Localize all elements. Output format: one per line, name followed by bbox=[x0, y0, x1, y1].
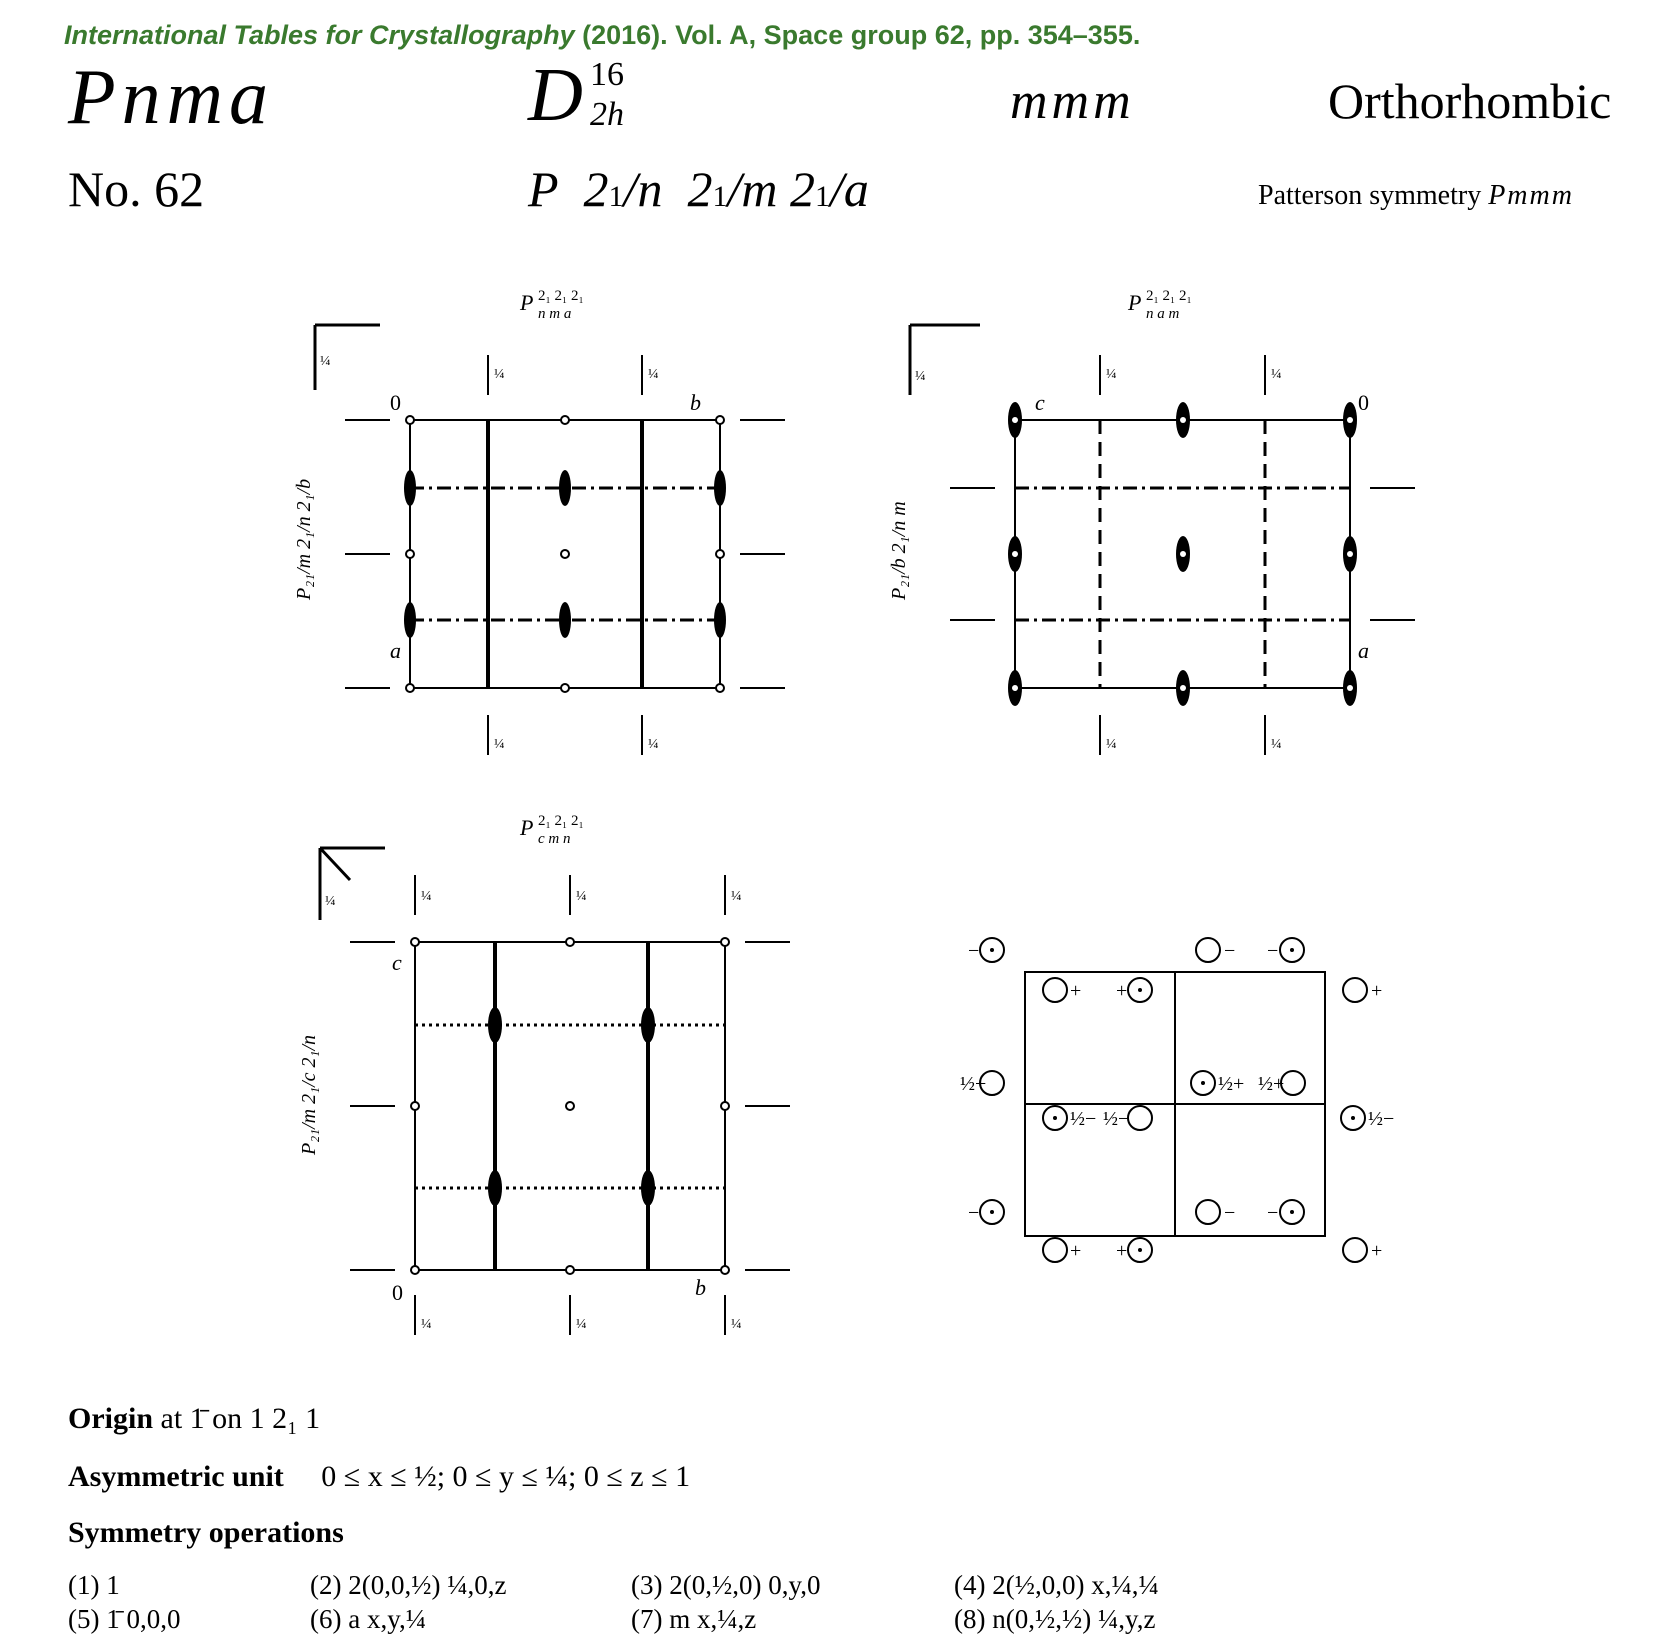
symops-label: Symmetry operations bbox=[68, 1516, 344, 1549]
citation-rest: (2016). Vol. A, Space group 62, pp. 354–355. bbox=[574, 20, 1141, 50]
svg-text:+: + bbox=[1371, 1240, 1383, 1262]
label-b: b bbox=[690, 390, 701, 415]
svg-text:+: + bbox=[1070, 980, 1082, 1002]
svg-text:¼: ¼ bbox=[915, 369, 926, 384]
svg-text:+: + bbox=[1070, 1240, 1082, 1262]
citation bbox=[64, 20, 1140, 51]
svg-text:¼: ¼ bbox=[325, 894, 336, 909]
svg-text:¼: ¼ bbox=[1271, 367, 1282, 382]
origin-text: at 1̄ on 1 2₁ 1 bbox=[160, 1402, 321, 1435]
symop-3: (3) 2(0,½,0) 0,y,0 bbox=[631, 1570, 821, 1600]
svg-text:n a m: n a m bbox=[1146, 306, 1180, 322]
full-symbol: P 21/n 21/m 21/a bbox=[528, 161, 869, 217]
svg-text:¼: ¼ bbox=[648, 737, 659, 752]
svg-text:−: − bbox=[1267, 940, 1279, 962]
schoenflies-sub: 2h bbox=[590, 96, 624, 133]
quarter-label: ¼ bbox=[320, 354, 331, 369]
svg-text:n m a: n m a bbox=[538, 306, 572, 322]
symop-8: (8) n(0,½,½) ¼,y,z bbox=[954, 1604, 1156, 1634]
diagram-general-positions bbox=[940, 920, 1420, 1280]
schoenflies-symbol bbox=[528, 52, 624, 139]
symop-5: (5) 1̄ 0,0,0 bbox=[68, 1604, 181, 1634]
svg-text:−: − bbox=[1267, 1202, 1279, 1224]
svg-text:+: + bbox=[1116, 980, 1128, 1002]
svg-text:2₁ 2₁ 2₁: 2₁ 2₁ 2₁ bbox=[1146, 288, 1192, 304]
diagram-1-side-label: P₂₁/m 2₁/n 2₁/b bbox=[293, 478, 315, 600]
svg-text:¼: ¼ bbox=[576, 889, 587, 904]
svg-text:½−: ½− bbox=[1103, 1108, 1130, 1130]
citation-title: International Tables for Crystallography bbox=[64, 20, 575, 50]
crystal-system: Orthorhombic bbox=[1328, 73, 1612, 129]
schoenflies-base: D bbox=[528, 53, 583, 137]
svg-text:¼: ¼ bbox=[494, 367, 505, 382]
svg-text:¼: ¼ bbox=[576, 1317, 587, 1332]
svg-text:−: − bbox=[968, 1202, 980, 1224]
symmetry-operations-list bbox=[68, 1570, 1648, 1638]
symop-1: (1) 1 bbox=[68, 1570, 120, 1600]
patterson-symmetry bbox=[1258, 180, 1574, 212]
diagram-projection-a bbox=[870, 270, 1430, 770]
svg-text:½+: ½+ bbox=[960, 1073, 987, 1095]
symop-6: (6) a x,y,¼ bbox=[310, 1604, 426, 1634]
svg-text:2₁ 2₁ 2₁: 2₁ 2₁ 2₁ bbox=[538, 288, 584, 304]
svg-text:P₂₁/b 2₁/n m: P₂₁/b 2₁/n m bbox=[888, 501, 910, 600]
svg-text:½+: ½+ bbox=[1218, 1073, 1245, 1095]
asymmetric-unit-line bbox=[68, 1460, 690, 1494]
svg-text:½+: ½+ bbox=[1258, 1073, 1285, 1095]
symmetry-operations-heading bbox=[68, 1516, 344, 1550]
patterson-label: Patterson symmetry bbox=[1258, 180, 1489, 211]
svg-text:−: − bbox=[1224, 940, 1236, 962]
label-origin: 0 bbox=[392, 1280, 403, 1305]
point-group: mmm bbox=[1010, 73, 1135, 130]
label-c: c bbox=[1035, 390, 1045, 415]
symop-2: (2) 2(0,0,½) ¼,0,z bbox=[310, 1570, 507, 1600]
label-c: c bbox=[392, 950, 402, 975]
svg-text:¼: ¼ bbox=[731, 889, 742, 904]
svg-text:¼: ¼ bbox=[494, 737, 505, 752]
svg-text:¼: ¼ bbox=[731, 1317, 742, 1332]
svg-text:−: − bbox=[1224, 1202, 1236, 1224]
space-group-number: No. 62 bbox=[68, 161, 205, 217]
diagram-projection-c bbox=[270, 270, 800, 770]
label-a: a bbox=[390, 638, 401, 663]
label-a: a bbox=[1358, 638, 1369, 663]
label-origin: 0 bbox=[390, 390, 401, 415]
svg-text:+: + bbox=[1371, 980, 1383, 1002]
origin-label: Origin bbox=[68, 1402, 154, 1435]
svg-text:−: − bbox=[968, 940, 980, 962]
svg-text:½−: ½− bbox=[1368, 1108, 1395, 1130]
svg-text:¼: ¼ bbox=[1106, 367, 1117, 382]
diagram-1-title: P bbox=[520, 290, 534, 315]
patterson-symbol: Pmmm bbox=[1488, 180, 1574, 211]
svg-text:¼: ¼ bbox=[421, 1317, 432, 1332]
svg-text:¼: ¼ bbox=[1106, 737, 1117, 752]
svg-text:½−: ½− bbox=[1070, 1108, 1097, 1130]
label-b: b bbox=[695, 1275, 706, 1300]
svg-text:c m n: c m n bbox=[538, 831, 571, 847]
svg-text:P₂₁/m 2₁/c 2₁/n: P₂₁/m 2₁/c 2₁/n bbox=[298, 1034, 320, 1155]
diagram-projection-b bbox=[270, 795, 800, 1355]
label-origin: 0 bbox=[1358, 390, 1369, 415]
schoenflies-sup: 16 bbox=[590, 56, 624, 93]
svg-text:+: + bbox=[1116, 1240, 1128, 1262]
svg-text:P: P bbox=[1128, 290, 1142, 315]
asym-label: Asymmetric unit bbox=[68, 1460, 284, 1493]
hermann-mauguin-symbol: Pnma bbox=[68, 53, 274, 140]
svg-text:2₁ 2₁ 2₁: 2₁ 2₁ 2₁ bbox=[538, 813, 584, 829]
svg-text:¼: ¼ bbox=[1271, 737, 1282, 752]
svg-text:¼: ¼ bbox=[421, 889, 432, 904]
symop-4: (4) 2(½,0,0) x,¼,¼ bbox=[954, 1570, 1159, 1600]
symop-7: (7) m x,¼,z bbox=[631, 1604, 757, 1634]
asym-text: 0 ≤ x ≤ ½; 0 ≤ y ≤ ¼; 0 ≤ z ≤ 1 bbox=[321, 1460, 691, 1493]
svg-text:¼: ¼ bbox=[648, 367, 659, 382]
origin-line bbox=[68, 1402, 320, 1436]
svg-text:P: P bbox=[520, 815, 534, 840]
